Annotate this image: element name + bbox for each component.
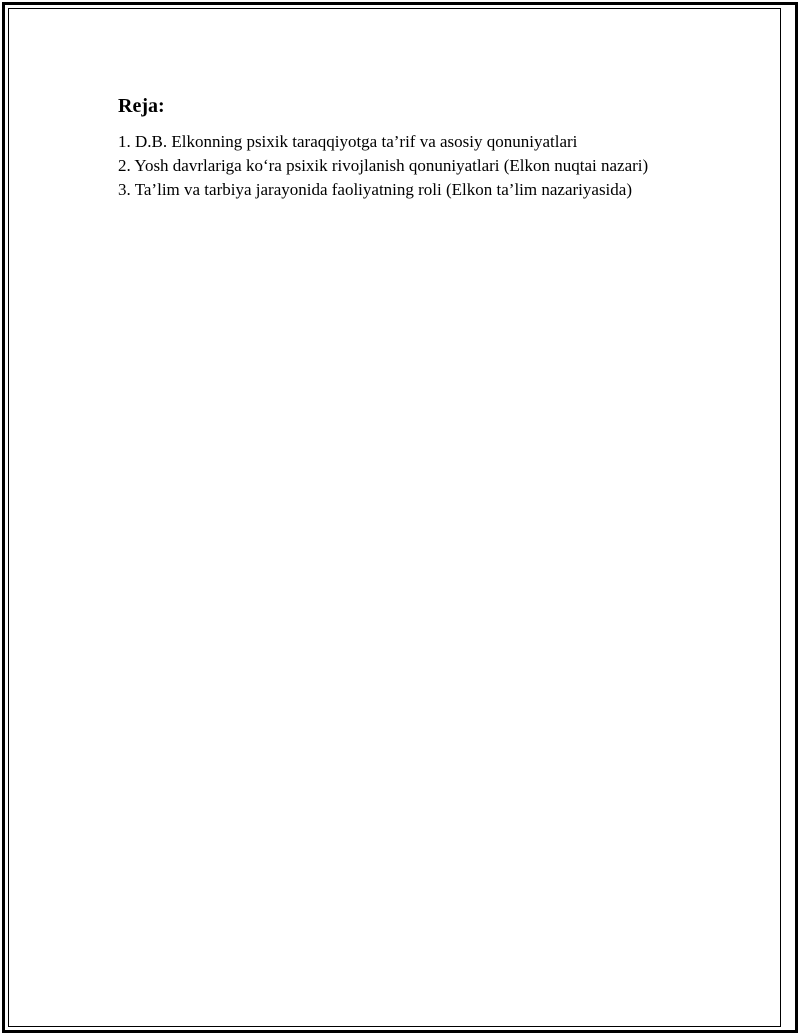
- plan-list: [118, 130, 698, 202]
- plan-item-2: 2. Yosh davrlariga ko‘ra psixik rivojlanish qonuniyatlari (Elkon nuqtai nazari): [118, 156, 649, 175]
- page-title: Reja:: [118, 95, 165, 117]
- document-content: [118, 94, 698, 202]
- plan-item-3: 3. Ta’lim va tarbiya jarayonida faoliyatning roli (Elkon ta’lim nazariyasida): [118, 180, 632, 199]
- plan-item-1: 1. D.B. Elkonning psixik taraqqiyotga ta’rif va asosiy qonuniyatlari: [118, 132, 578, 151]
